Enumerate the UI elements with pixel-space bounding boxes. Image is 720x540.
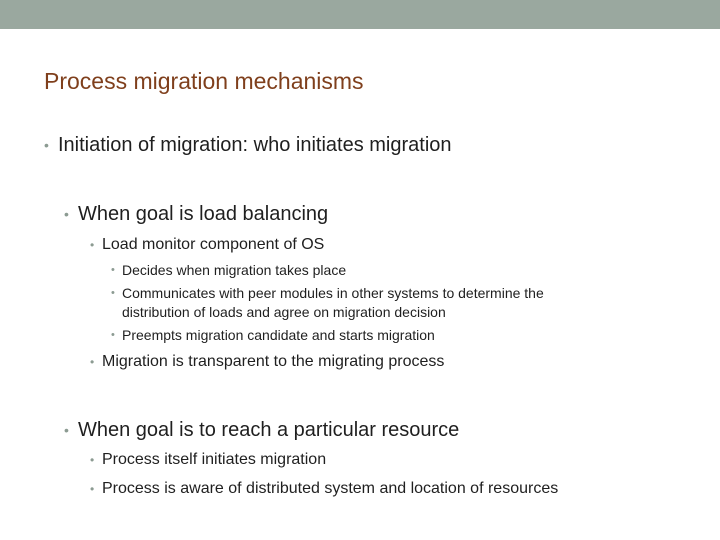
bullet-text: When goal is load balancing [78,203,329,225]
bullet-text: Preempts migration candidate and starts migration [122,327,435,343]
bullet-reach-resource [64,418,460,442]
bullet-text: Decides when migration takes place [122,262,347,278]
bullet-load-monitor [90,235,325,255]
bullet-dot-icon: • [44,137,49,153]
bullet-dot-icon: • [90,482,95,496]
bullet-text: Load monitor component of OS [102,236,325,253]
bullet-dot-icon: • [111,264,115,276]
bullet-process-aware [90,479,559,499]
bullet-preempts [111,325,435,346]
bullet-dot-icon: • [90,453,95,467]
top-band [0,0,720,29]
bullet-text-line1: Communicates with peer modules in other systems to determine the [122,285,544,301]
bullet-process-itself [90,450,327,470]
bullet-transparent [90,352,445,372]
bullet-text: When goal is to reach a particular resource [78,419,460,441]
bullet-dot-icon: • [111,287,115,299]
bullet-text: Migration is transparent to the migrating process [102,353,445,370]
bullet-decides [111,260,347,281]
bullet-load-balancing [64,202,329,226]
bullet-dot-icon: • [64,422,69,438]
bullet-dot-icon: • [90,238,95,252]
bullet-text: Initiation of migration: who initiates migration [58,134,452,156]
slide-title: Process migration mechanisms [44,68,364,94]
bullet-initiation [44,133,452,157]
bullet-communicates [111,283,544,304]
bullet-dot-icon: • [111,329,115,341]
bullet-text: Process itself initiates migration [102,451,327,468]
bullet-communicates-wrap [122,302,446,323]
bullet-text-line2: distribution of loads and agree on migration decision [122,304,446,320]
bullet-dot-icon: • [90,355,95,369]
bullet-text: Process is aware of distributed system and location of resources [102,480,559,497]
bullet-dot-icon: • [64,206,69,222]
